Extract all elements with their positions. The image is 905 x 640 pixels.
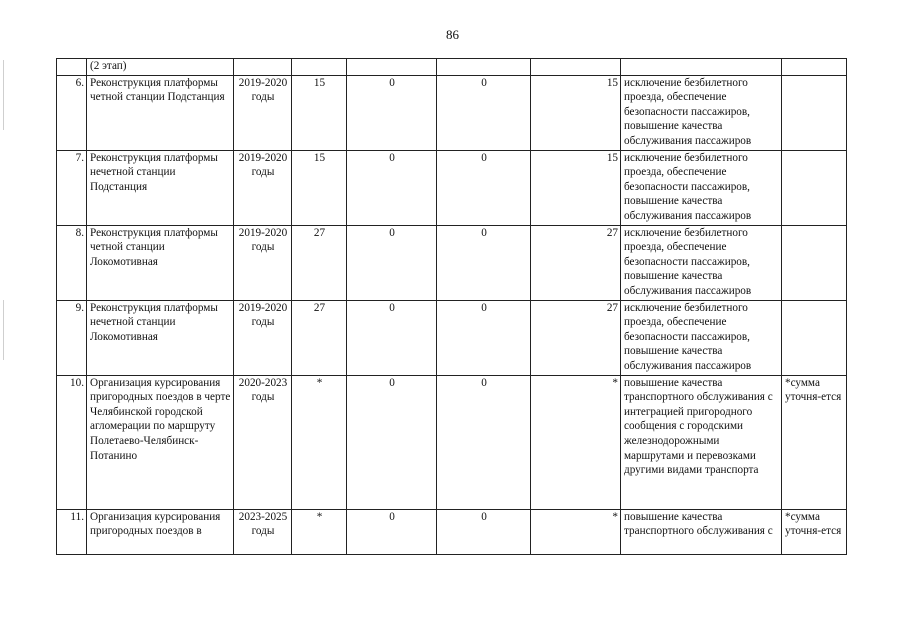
cell-result: исключение безбилетного проезда, обеспечение безопасности пассажиров, повышение качества обслуживания пассажиров [621, 75, 782, 150]
page-number: 86 [446, 27, 459, 42]
continuation-row [57, 59, 847, 76]
cell-result: повышение качества транспортного обслуживания с [621, 509, 782, 554]
table-row [57, 75, 847, 150]
cell-note: *сумма уточня-ется [782, 509, 847, 554]
cell-total: 27 [292, 300, 347, 375]
cell-period: 2023-2025 годы [234, 509, 292, 554]
cell-num: 9. [57, 300, 87, 375]
cell-num: 10. [57, 375, 87, 509]
cell-num: 7. [57, 150, 87, 225]
cell-total: 15 [292, 150, 347, 225]
cell-total: 15 [292, 75, 347, 150]
cell-federal: 0 [347, 225, 437, 300]
cell-federal: 0 [347, 75, 437, 150]
table-row [57, 300, 847, 375]
cell-note [782, 150, 847, 225]
cell-result: исключение безбилетного проезда, обеспечение безопасности пассажиров, повышение качества обслуживания пассажиров [621, 150, 782, 225]
cell-regional: 0 [437, 150, 531, 225]
cell-note: *сумма уточня-ется [782, 375, 847, 509]
cell-period: 2019-2020 годы [234, 225, 292, 300]
table-row [57, 509, 847, 554]
cell-federal: 0 [347, 150, 437, 225]
cell-regional: 0 [437, 375, 531, 509]
cell-federal: 0 [347, 300, 437, 375]
cell-period: 2019-2020 годы [234, 300, 292, 375]
cell-num: 6. [57, 75, 87, 150]
cell-name: Реконструкция платформы нечетной станции Локомотивная [87, 300, 234, 375]
cell-num [57, 59, 87, 76]
cell-name: Реконструкция платформы четной станции Локомотивная [87, 225, 234, 300]
cell-name: (2 этап) [87, 59, 234, 76]
table-row [57, 150, 847, 225]
cell-num: 11. [57, 509, 87, 554]
cell-note [782, 300, 847, 375]
cell-period: 2020-2023 годы [234, 375, 292, 509]
cell-name: Реконструкция платформы четной станции Подстанция [87, 75, 234, 150]
cell-other: 27 [531, 300, 621, 375]
cell-other: 15 [531, 75, 621, 150]
cell-note [782, 75, 847, 150]
program-table [56, 58, 847, 555]
cell-result: повышение качества транспортного обслуживания с интеграцией пригородного сообщения с городскими железнодорожными маршрутами и перевозками другими видами транспорта [621, 375, 782, 509]
cell-federal: 0 [347, 509, 437, 554]
cell-regional: 0 [437, 75, 531, 150]
scan-edge-mark [3, 300, 4, 360]
cell-name: Организация курсирования пригородных поездов в [87, 509, 234, 554]
cell-other: 27 [531, 225, 621, 300]
table-row [57, 375, 847, 509]
cell-federal: 0 [347, 375, 437, 509]
cell-other: * [531, 375, 621, 509]
scan-edge-mark [3, 60, 4, 130]
cell-regional: 0 [437, 509, 531, 554]
cell-total: * [292, 375, 347, 509]
cell-result: исключение безбилетного проезда, обеспечение безопасности пассажиров, повышение качества обслуживания пассажиров [621, 225, 782, 300]
cell-num: 8. [57, 225, 87, 300]
cell-total: * [292, 509, 347, 554]
cell-name: Реконструкция платформы нечетной станции Подстанция [87, 150, 234, 225]
cell-result: исключение безбилетного проезда, обеспечение безопасности пассажиров, повышение качества обслуживания пассажиров [621, 300, 782, 375]
cell-other: * [531, 509, 621, 554]
cell-regional: 0 [437, 300, 531, 375]
cell-regional: 0 [437, 225, 531, 300]
cell-name: Организация курсирования пригородных поездов в черте Челябинской городской агломерации по маршруту Полетаево-Челябинск-Потанино [87, 375, 234, 509]
cell-total: 27 [292, 225, 347, 300]
cell-note [782, 225, 847, 300]
cell-other: 15 [531, 150, 621, 225]
cell-period: 2019-2020 годы [234, 75, 292, 150]
cell-period: 2019-2020 годы [234, 150, 292, 225]
table-row [57, 225, 847, 300]
